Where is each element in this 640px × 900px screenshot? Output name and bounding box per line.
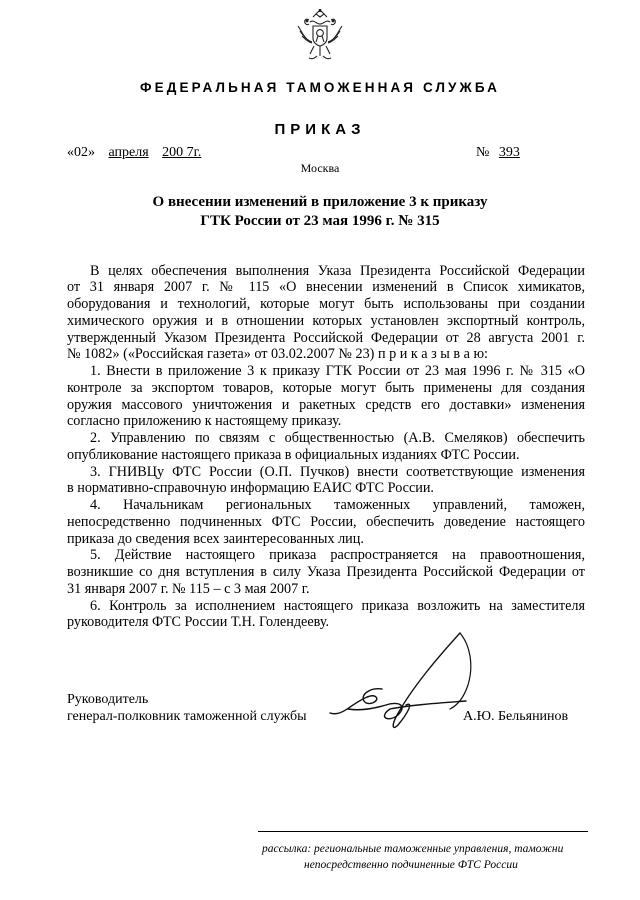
date-month: апреля [108, 145, 149, 160]
body-line: опубликование настоящего приказа в официальных изданиях ФТС России. [67, 447, 520, 463]
date-year: 200 7г. [162, 145, 202, 160]
handwritten-signature [290, 625, 500, 745]
subject-line: О внесении изменений в приложение 3 к приказу [152, 194, 488, 210]
agency-name: ФЕДЕРАЛЬНАЯ ТАМОЖЕННАЯ СЛУЖБА [140, 80, 500, 95]
body-line: 1. Внести в приложение 3 к приказу ГТК России от 23 мая 1996 г. № 315 «О [90, 363, 585, 379]
body-line: 4. Начальникам региональных таможенных управлений, таможен, [90, 497, 585, 513]
double-headed-eagle-emblem-icon [296, 8, 344, 62]
body-line: 2. Управлению по связям с общественностью (А.В. Смеляков) обеспечить [90, 430, 585, 446]
city: Москва [300, 161, 340, 175]
body-line: непосредственно подчиненных ФТС России, обеспечить доведение настоящего [67, 514, 585, 530]
body-line: оружия массового уничтожения и ракетных средств его доставки» изменения [67, 397, 585, 413]
body-line: согласно приложению к настоящему приказу. [67, 413, 342, 429]
body-line: оборудования и технологий, которые могут быть использованы при создании [67, 296, 585, 312]
body-line: приказа до сведения всех заинтересованных лиц. [67, 531, 364, 547]
order-number-value: 393 [498, 145, 520, 160]
body-line: 5. Действие настоящего приказа распространяется на правоотношения, [90, 547, 585, 563]
body-line: возникшие со дня вступления в силу Указа Президента Российской Федерации от [67, 564, 585, 580]
body-line: контроле за экспортом товаров, которые могут быть применены для создания [67, 380, 585, 396]
signer-position-line: генерал-полковник таможенной службы [67, 709, 307, 724]
signer-name: А.Ю. Бельянинов [463, 709, 569, 724]
distribution-divider [258, 831, 588, 832]
body-line: руководителя ФТС России Т.Н. Голендееву. [67, 614, 330, 630]
body-line: 31 января 2007 г. № 115 – с 3 мая 2007 г. [67, 581, 310, 597]
distribution-line: непосредственно подчиненные ФТС России [304, 859, 518, 871]
body-line: от 31 января 2007 г. № 115 «О внесении изменений в Список химикатов, [67, 279, 585, 295]
order-number [476, 145, 563, 161]
body-line: 3. ГНИВЦу ФТС России (О.П. Пучков) внести соответствующие изменения [90, 464, 585, 480]
order-number-prefix: № [476, 145, 490, 160]
body-line: утвержденный Указом Президента Российской Федерации от 28 августа 2001 г. [67, 330, 585, 346]
body-line: в нормативно-справочную информацию ЕАИС ФТС России. [67, 480, 434, 496]
body-line: В целях обеспечения выполнения Указа Президента Российской Федерации [90, 263, 585, 279]
body-line: химического оружия и в отношении которых установлен экспортный контроль, [67, 313, 585, 329]
body-line: 6. Контроль за исполнением настоящего приказа возложить на заместителя [90, 598, 585, 614]
order-title: ПРИКАЗ [274, 121, 366, 138]
distribution-line: рассылка: региональные таможенные управления, таможни [262, 843, 564, 855]
signer-position-line: Руководитель [67, 692, 149, 707]
body-line: № 1082» («Российская газета» от 03.02.2007 № 23) п р и к а з ы в а ю: [67, 346, 489, 362]
subject-line: ГТК России от 23 мая 1996 г. № 315 [200, 213, 440, 229]
order-subject [0, 193, 640, 231]
date-day: «02» [67, 145, 95, 160]
order-date [67, 145, 207, 161]
